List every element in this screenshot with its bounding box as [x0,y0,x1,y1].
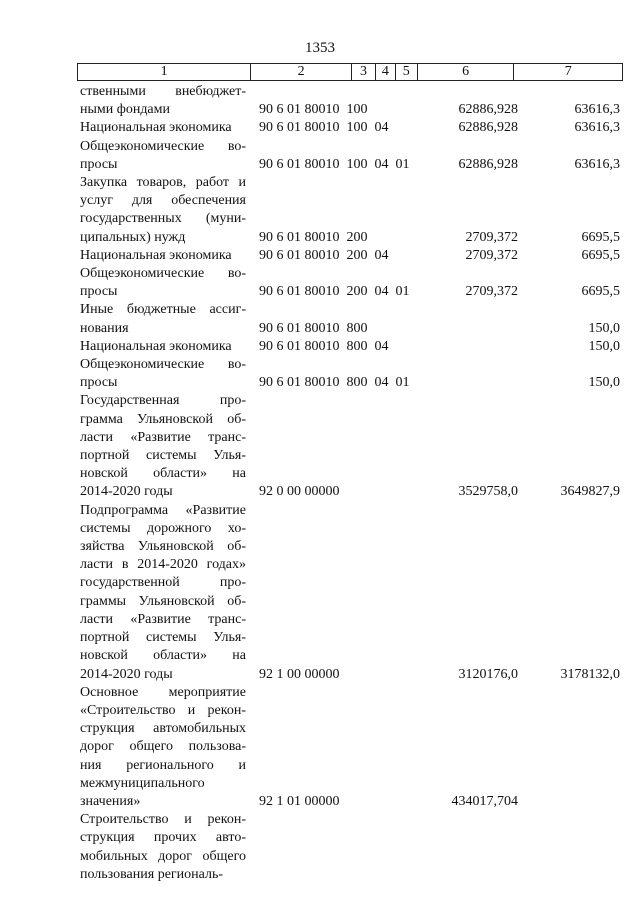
table-row [80,83,620,119]
row-code: 90 6 01 80010 100 04 01 [259,156,410,172]
row-value-2019: 62886,928 [458,120,518,136]
row-description [80,301,246,337]
description-line: Общеэкономические во- [80,138,246,154]
row-value-2020: 150,0 [588,320,620,336]
row-code: 92 0 00 00000 [259,484,340,500]
description-line: услуг для обеспечения [80,193,246,209]
row-description [80,338,246,356]
page-number: 1353 [305,40,335,56]
row-value-2020: 6695,5 [581,229,620,245]
row-description [80,138,246,174]
description-line: Общеэкономические во- [80,357,246,373]
description-line: Подпрограмма «Развитие [80,502,246,518]
row-code: 90 6 01 80010 200 04 [259,247,389,263]
description-line: просы [80,375,118,391]
row-description [80,247,246,265]
row-description [80,502,246,684]
description-line: портной системы Улья- [80,448,246,464]
row-value-2020: 150,0 [588,375,620,391]
description-line: ными фондами [80,102,171,118]
description-line: Основное мероприятие [80,684,246,700]
description-line: государственных (муни- [80,211,246,227]
description-line: 2014-2020 годы [80,484,173,500]
row-value-2020: 63616,3 [574,120,620,136]
table-header [77,63,623,81]
table-row [80,247,620,265]
description-line: ласти «Развитие транс- [80,611,246,627]
description-line: Государственная про- [80,393,246,409]
row-value-2019: 434017,704 [451,793,518,809]
row-code: 90 6 01 80010 800 04 [259,338,389,354]
description-line: новской области» на [80,466,246,482]
table-row [80,265,620,301]
row-description [80,811,246,884]
table-body [80,83,620,884]
description-line: струкция прочих авто- [80,830,246,846]
table-row [80,811,620,884]
row-value-2019: 62886,928 [458,156,518,172]
description-line: Национальная экономика [80,247,232,263]
description-line: Иные бюджетные ассиг- [80,302,246,318]
row-code: 90 6 01 80010 100 [259,102,368,118]
description-line: Закупка товаров, работ и [80,175,246,191]
description-line: ципальных) нужд [80,229,186,245]
row-value-2019: 3120176,0 [458,666,518,682]
description-line: Национальная экономика [80,120,232,136]
description-line: нования [80,320,129,336]
row-value-2019: 2709,372 [465,247,518,263]
description-line: струкция автомобильных [80,721,246,737]
description-line: новской области» на [80,648,246,664]
row-code: 90 6 01 80010 200 04 01 [259,284,410,300]
description-line: грамма Ульяновской об- [80,411,246,427]
description-line: ственными внебюджет- [80,84,246,99]
description-line: граммы Ульяновской об- [80,593,246,609]
row-value-2020: 150,0 [588,338,620,354]
description-line: ласти в 2014-2020 годах» [80,557,246,573]
table-row [80,301,620,337]
row-description [80,356,246,392]
description-line: межмуниципального [80,775,205,791]
table-row [80,138,620,174]
row-code: 90 6 01 80010 200 [259,229,368,245]
column-header: 6 [418,64,515,80]
table-row [80,502,620,684]
row-code: 90 6 01 80010 800 04 01 [259,375,410,391]
row-value-2020: 3649827,9 [560,484,620,500]
table-row [80,119,620,137]
description-line: Национальная экономика [80,338,232,354]
description-line: «Строительство и рекон- [80,702,246,718]
row-value-2019: 3529758,0 [458,484,518,500]
row-description [80,684,246,811]
row-description [80,265,246,301]
description-line: государственной про- [80,575,246,591]
description-line: портной системы Улья- [80,630,246,646]
column-header: 3 [352,64,376,80]
row-description [80,392,246,501]
column-header: 7 [564,64,572,79]
table-row [80,356,620,392]
description-line: системы дорожного хо- [80,520,246,536]
description-line: Строительство и рекон- [80,812,246,828]
description-line: просы [80,284,118,300]
description-line: ласти «Развитие транс- [80,429,246,445]
description-line: мобильных дорог общего [80,848,246,864]
description-line: зяйства Ульяновской об- [80,539,246,555]
row-value-2020: 6695,5 [581,284,620,300]
row-value-2020: 63616,3 [574,156,620,172]
row-code: 92 1 00 00000 [259,666,340,682]
row-value-2020: 3178132,0 [560,666,620,682]
row-description [80,174,246,247]
description-line: ния регионального и [80,757,246,773]
description-line: значения» [80,793,141,809]
row-description [80,83,246,119]
row-value-2020: 6695,5 [581,247,620,263]
column-header: 5 [396,64,418,80]
row-value-2019: 2709,372 [465,229,518,245]
description-line: дорог общего пользова- [80,739,246,755]
description-line: 2014-2020 годы [80,666,173,682]
row-code: 92 1 01 00000 [259,793,340,809]
row-code: 90 6 01 80010 100 04 [259,120,389,136]
column-header: 4 [376,64,396,80]
table-row [80,684,620,811]
column-header: 2 [251,64,352,80]
description-line: просы [80,156,118,172]
table-row [80,174,620,247]
row-value-2019: 62886,928 [458,102,518,118]
row-value-2019: 2709,372 [465,284,518,300]
row-description [80,119,246,137]
row-code: 90 6 01 80010 800 [259,320,368,336]
description-line: пользования региональ- [80,866,224,882]
row-value-2020: 63616,3 [574,102,620,118]
table-row [80,338,620,356]
column-header: 1 [78,64,251,80]
description-line: Общеэкономические во- [80,266,246,282]
table-row [80,392,620,501]
